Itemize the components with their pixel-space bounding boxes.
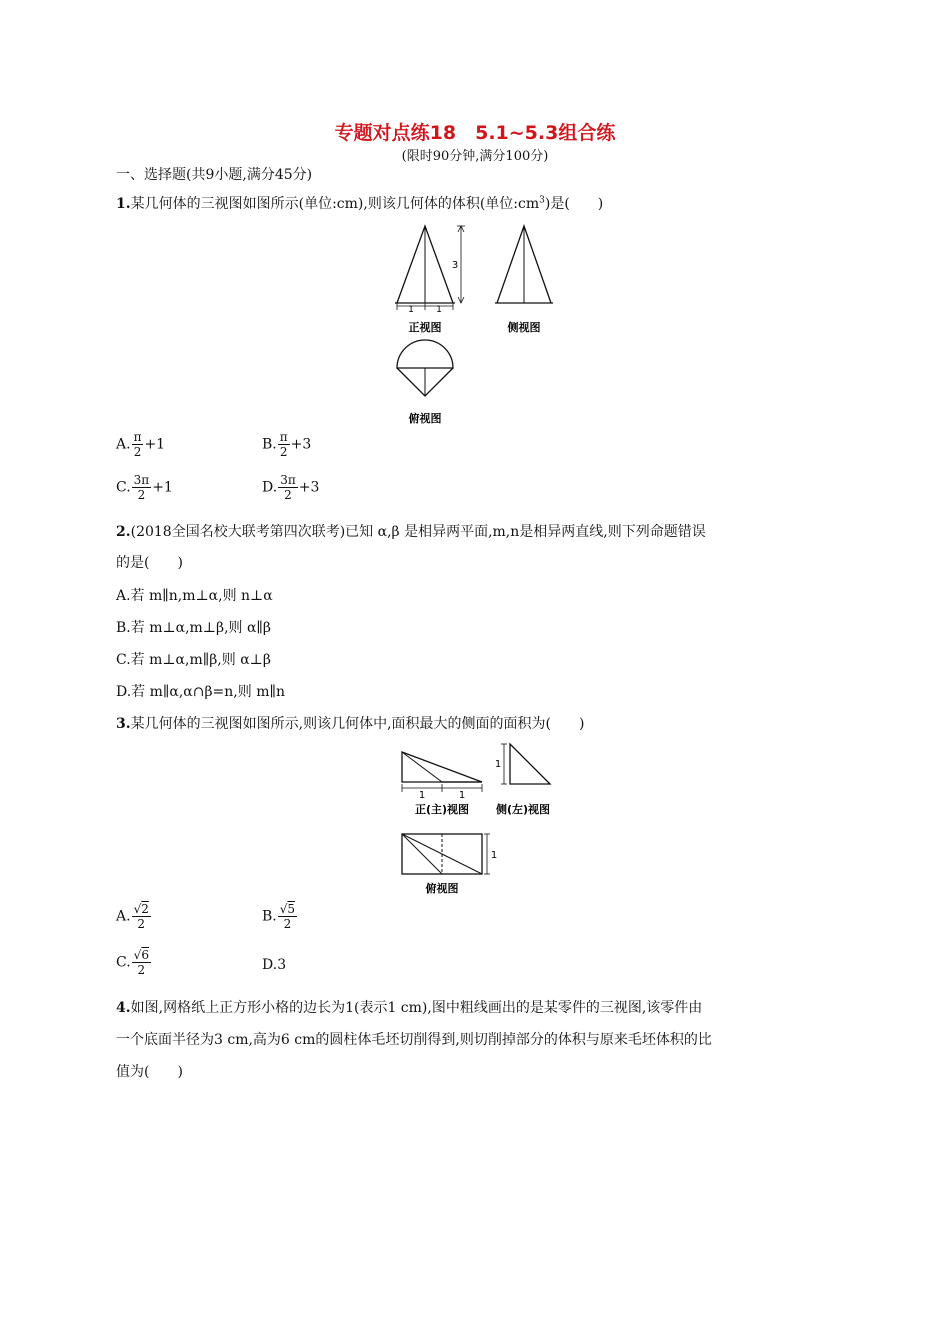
dim-label: 1 — [418, 790, 426, 801]
option-letter: C. — [116, 954, 131, 971]
front-view-label: 正视图 — [408, 321, 442, 334]
option-tail: +1 — [144, 436, 166, 453]
dim-label: 1 — [494, 759, 502, 770]
question-4-stem-line3: 值为( ) — [116, 1064, 183, 1080]
q3-option-b[interactable] — [262, 902, 298, 931]
numerator: √5 — [279, 902, 296, 916]
option-value: 3 — [277, 957, 287, 973]
question-number: 1. — [116, 196, 131, 212]
top-view — [397, 340, 453, 425]
dim-label: 1 — [408, 305, 414, 315]
q3-option-d[interactable] — [262, 957, 286, 973]
q1-option-a[interactable] — [116, 430, 165, 459]
q1-option-c[interactable] — [116, 473, 173, 502]
denominator: 2 — [137, 917, 146, 931]
radicand: 6 — [141, 948, 149, 962]
question-number: 4. — [116, 1000, 131, 1016]
fraction — [132, 473, 152, 502]
front-view — [395, 226, 465, 334]
page-title: 专题对点练18 5.1~5.3组合练 — [334, 122, 616, 144]
question-2-stem-line2: 的是( ) — [116, 555, 183, 571]
option-tail: +1 — [152, 479, 173, 496]
q2-option-c[interactable]: C.若 m⊥α,m∥β,则 α⊥β — [116, 652, 271, 668]
option-letter: C. — [116, 479, 131, 496]
top-view-label: 俯视图 — [408, 412, 442, 425]
q1-option-b[interactable] — [262, 430, 311, 459]
q1-option-d[interactable] — [262, 473, 319, 502]
front-view — [402, 752, 482, 816]
q3-option-a[interactable] — [116, 902, 152, 931]
question-number: 3. — [116, 716, 131, 732]
option-tail: +3 — [290, 436, 312, 453]
question-4-stem-line2: 一个底面半径为3 cm,高为6 cm的圆柱体毛坯切削得到,则切削掉部分的体积与原来毛坯体积的比 — [116, 1032, 712, 1048]
q3-option-c[interactable] — [116, 948, 152, 977]
dim-label: 1 — [490, 850, 498, 861]
question-text: 某几何体的三视图如图所示,则该几何体中,面积最大的侧面的面积为( ) — [130, 716, 585, 732]
denominator: 2 — [133, 445, 142, 459]
superscript: 3 — [539, 195, 545, 206]
numerator: π — [133, 430, 142, 444]
fraction — [132, 902, 151, 931]
option-letter: A. — [116, 908, 131, 925]
denominator: 2 — [137, 488, 146, 502]
dim-label: 1 — [458, 790, 466, 801]
front-view-label: 正(主)视图 — [414, 803, 470, 816]
q3-three-view-figure — [392, 740, 562, 900]
denominator: 2 — [284, 488, 292, 502]
top-view — [402, 834, 497, 895]
side-view — [495, 744, 550, 816]
question-number: 2. — [116, 524, 131, 540]
option-letter: D. — [262, 957, 278, 973]
question-2-stem-line1 — [116, 521, 706, 541]
numerator: π — [279, 430, 288, 444]
denominator: 2 — [137, 963, 146, 977]
radicand: 5 — [287, 902, 296, 916]
numerator: √2 — [133, 902, 149, 916]
question-text: (2018全国名校大联考第四次联考)已知 α,β 是相异两平面,m,n是相异两直线,则下列命题错误 — [130, 524, 706, 540]
option-tail: +3 — [298, 479, 320, 496]
question-3-stem — [116, 713, 584, 733]
option-letter: B. — [262, 908, 277, 925]
question-text: 如图,网格纸上正方形小格的边长为1(表示1 cm),图中粗线画出的是某零件的三视图,该零件由 — [130, 1000, 703, 1016]
question-text-end: )是( ) — [544, 196, 604, 212]
section-heading: 一、选择题(共9小题,满分45分) — [116, 167, 313, 183]
side-view-label: 侧(左)视图 — [495, 803, 551, 816]
top-view-label: 俯视图 — [425, 882, 459, 895]
page-subtitle: (限时90分钟,满分100分) — [401, 149, 549, 164]
fraction — [132, 430, 144, 459]
option-letter: D. — [262, 479, 278, 496]
numerator: 3π — [280, 473, 296, 487]
numerator: √6 — [133, 948, 149, 962]
side-view — [495, 226, 553, 334]
dim-label: 1 — [436, 305, 442, 315]
q2-option-b[interactable]: B.若 m⊥α,m⊥β,则 α∥β — [116, 620, 271, 636]
fraction — [132, 948, 151, 977]
q2-option-a[interactable]: A.若 m∥n,m⊥α,则 n⊥α — [116, 588, 273, 604]
question-1-stem — [116, 193, 603, 213]
question-text: 某几何体的三视图如图所示(单位:cm),则该几何体的体积(单位:cm — [130, 196, 540, 212]
denominator: 2 — [279, 445, 288, 459]
question-4-stem-line1 — [116, 997, 702, 1017]
height-label: 3 — [451, 260, 459, 271]
side-view-label: 侧视图 — [507, 321, 541, 334]
q2-option-d[interactable]: D.若 m∥α,α∩β=n,则 m∥n — [116, 684, 285, 700]
option-letter: B. — [262, 436, 277, 453]
q1-three-view-figure — [385, 218, 575, 430]
numerator: 3π — [133, 473, 150, 487]
fraction — [278, 902, 297, 931]
denominator: 2 — [283, 917, 292, 931]
fraction — [278, 473, 298, 502]
option-letter: A. — [116, 436, 131, 453]
fraction — [278, 430, 290, 459]
radicand: 2 — [141, 902, 149, 916]
